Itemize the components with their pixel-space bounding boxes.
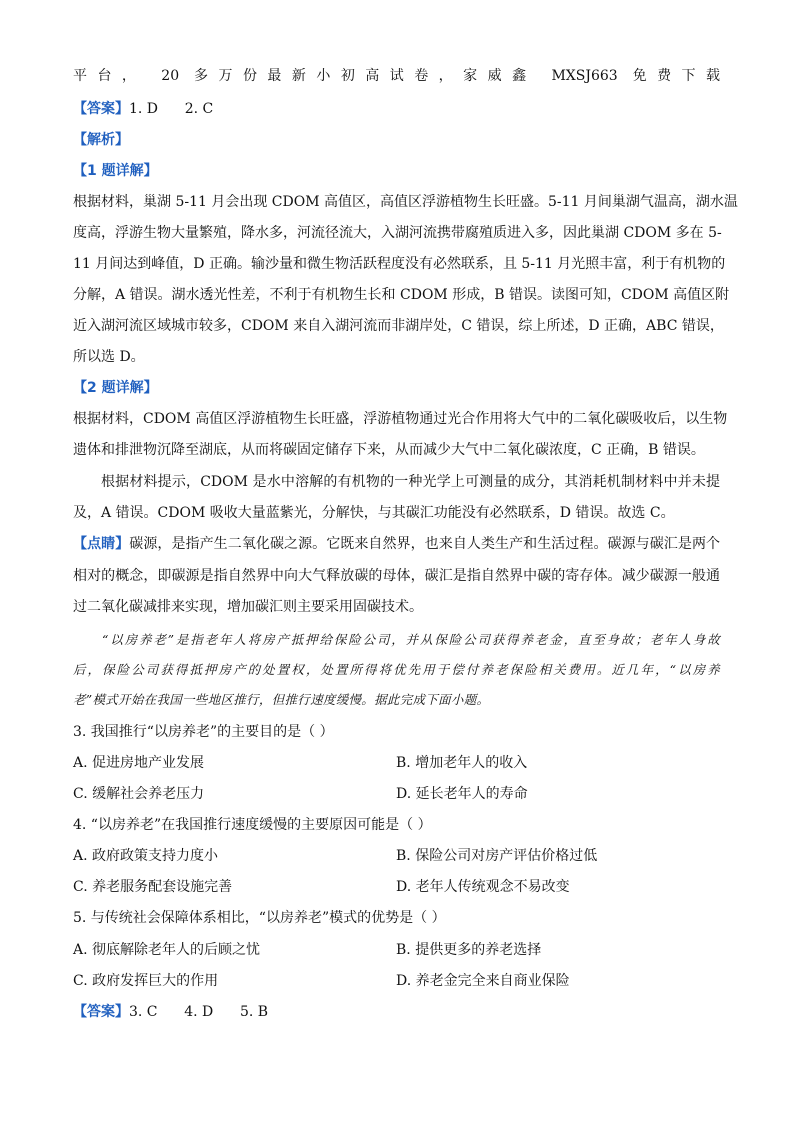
option: B. 保险公司对房产评估价格过低 xyxy=(396,848,598,864)
answer-text: 1. D 2. C xyxy=(129,101,214,117)
option: C. 养老服务配套设施完善 xyxy=(73,879,233,895)
question-stem: 3. 我国推行“以房养老”的主要目的是（ ） xyxy=(73,724,334,740)
q1-line: 所以选 D。 xyxy=(73,349,145,365)
tip-line: 相对的概念，即碳源是指自然界中向大气释放碳的母体，碳汇是指自然界中碳的寄存体。减少碳源一般通 xyxy=(73,568,720,584)
q2-line: 根据材料，CDOM 高值区浮游植物生长旺盛，浮游植物通过光合作用将大气中的二氧化碳吸收后，以生物 xyxy=(73,411,728,427)
answer-text: 3. C 4. D 5. B xyxy=(129,1004,269,1020)
option: A. 彻底解除老年人的后顾之忧 xyxy=(73,942,261,958)
tip-text: 碳源，是指产生二氧化碳之源。它既来自然界，也来自人类生产和生活过程。碳源与碳汇是两个 xyxy=(129,536,721,552)
answer-label: 【答案】 xyxy=(73,1004,129,1020)
option: D. 养老金完全来自商业保险 xyxy=(396,973,570,989)
question-stem: 4. “以房养老”在我国推行速度缓慢的主要原因可能是（ ） xyxy=(73,817,432,833)
option: B. 增加老年人的收入 xyxy=(396,755,528,771)
option: A. 政府政策支持力度小 xyxy=(73,848,219,864)
passage-line: 老”模式开始在我国一些地区推行，但推行速度缓慢。据此完成下面小题。 xyxy=(73,692,490,707)
answer-line-2 xyxy=(73,1002,268,1022)
option: D. 老年人传统观念不易改变 xyxy=(396,879,570,895)
passage-line: 后，保险公司获得抵押房产的处置权，处置所得将优先用于偿付养老保险相关费用。近几年，“以房养 xyxy=(73,662,720,677)
question-stem: 5. 与传统社会保障体系相比，“以房养老”模式的优势是（ ） xyxy=(73,910,446,926)
option: C. 缓解社会养老压力 xyxy=(73,786,205,802)
tip-line: 过二氧化碳减排来实现，增加碳汇则主要采用固碳技术。 xyxy=(73,599,423,615)
q1-line: 度高，浮游生物大量繁殖，降水多，河流径流大，入湖河流携带腐殖质进入多，因此巢湖 CDOM 多在 5- xyxy=(73,225,722,241)
tip-line-1 xyxy=(73,534,720,554)
q1-line: 根据材料，巢湖 5-11 月会出现 CDOM 高值区，高值区浮游植物生长旺盛。5-11 月间巢湖气温高，湖水温 xyxy=(73,194,738,210)
q2-detail-label: 【2 题详解】 xyxy=(73,380,158,396)
q2-line: 遗体和排泄物沉降至湖底，从而将碳固定储存下来，从而减少大气中二氧化碳浓度，C 正确，B 错误。 xyxy=(73,442,705,458)
option: D. 延长老年人的寿命 xyxy=(396,786,528,802)
q1-line: 11 月间达到峰值，D 正确。输沙量和微生物活跃程度没有必然联系，且 5-11 月光照丰富，利于有机物的 xyxy=(73,256,726,272)
tip-label: 【点睛】 xyxy=(73,536,130,552)
option: C. 政府发挥巨大的作用 xyxy=(73,973,219,989)
q1-line: 分解，A 错误。湖水透光性差，不利于有机物生长和 CDOM 形成，B 错误。读图可知，CDOM 高值区附 xyxy=(73,287,730,303)
q2-line: 及，A 错误。CDOM 吸收大量蓝紫光，分解快，与其碳汇功能没有必然联系，D 错误。故选 C。 xyxy=(73,505,675,521)
q1-detail-label: 【1 题详解】 xyxy=(73,163,158,179)
option: B. 提供更多的养老选择 xyxy=(396,942,542,958)
analysis-label: 【解析】 xyxy=(73,132,129,148)
page-header: 平台， 20 多万份最新小初高试卷，家威鑫 MXSJ663 免费下载 xyxy=(73,68,720,84)
q2-line: 根据材料提示，CDOM 是水中溶解的有机物的一种光学上可测量的成分，其消耗机制材料中并未提 xyxy=(101,474,720,490)
answer-line-1 xyxy=(73,99,213,119)
passage-line: “以房养老”是指老年人将房产抵押给保险公司，并从保险公司获得养老金，直至身故；老年人身故 xyxy=(102,632,720,647)
option: A. 促进房地产业发展 xyxy=(73,755,205,771)
q1-line: 近入湖河流区域城市较多，CDOM 来自入湖河流而非湖岸处，C 错误，综上所述，D 正确，ABC 错误， xyxy=(73,318,724,334)
answer-label: 【答案】 xyxy=(73,101,129,117)
